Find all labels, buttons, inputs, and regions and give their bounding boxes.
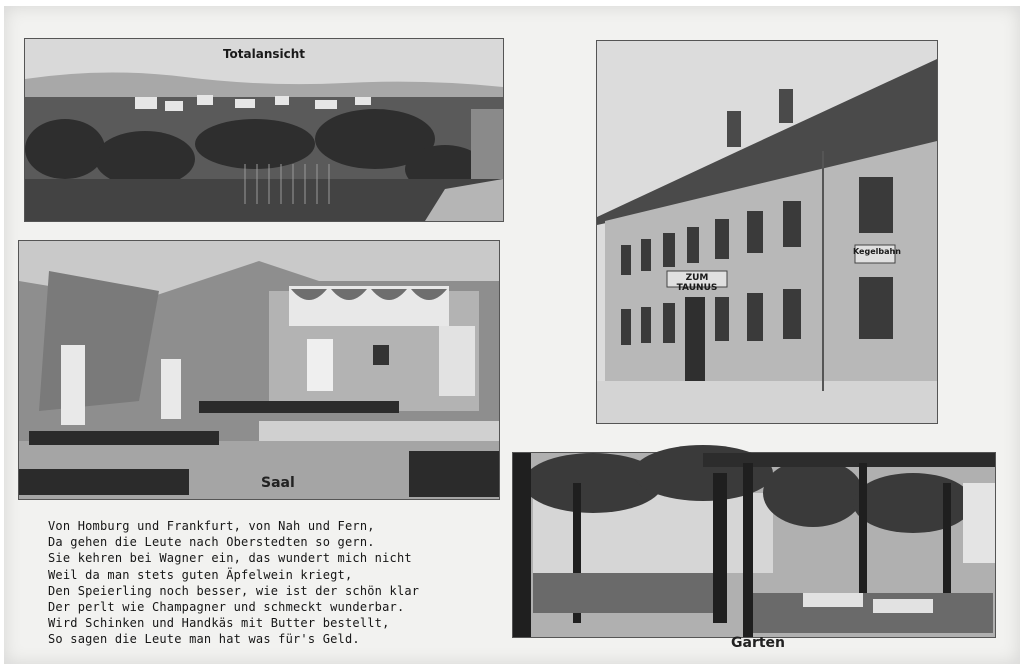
poem-line: Da gehen die Leute nach Oberstedten so gern. — [48, 535, 375, 550]
poem-line: Der perlt wie Champagner und schmeckt wunderbar. — [48, 600, 405, 615]
poem-line: Wird Schinken und Handkäs mit Butter bestellt, — [48, 616, 390, 631]
photo-saal — [18, 240, 500, 500]
poem-line: So sagen die Leute man hat was für's Geld. — [48, 632, 360, 647]
caption-totalansicht: Totalansicht — [222, 47, 306, 61]
caption-garten: Garten — [731, 635, 785, 651]
landscape-illustration — [25, 39, 503, 221]
poem-line: Den Speierling noch besser, wie ist der schön klar — [48, 583, 420, 598]
garden-illustration — [513, 453, 995, 637]
photo-garten — [512, 452, 996, 651]
caption-saal: Saal — [261, 475, 295, 491]
poem-line: Sie kehren bei Wagner ein, das wundert mich nicht — [48, 551, 412, 566]
poem-text — [48, 518, 468, 648]
photo-totalansicht — [24, 38, 504, 222]
poem-line: Von Homburg und Frankfurt, von Nah und Fern, — [48, 519, 375, 533]
photo-building-zum-taunus — [596, 40, 938, 424]
hall-interior-illustration — [19, 241, 499, 499]
building-illustration — [597, 41, 937, 423]
poem-line: Weil da man stets guten Äpfelwein kriegt, — [48, 567, 353, 582]
sign-zum-taunus: ZUM TAUNUS — [676, 273, 718, 293]
sign-kegelbahn: Kegelbahn — [853, 247, 901, 256]
